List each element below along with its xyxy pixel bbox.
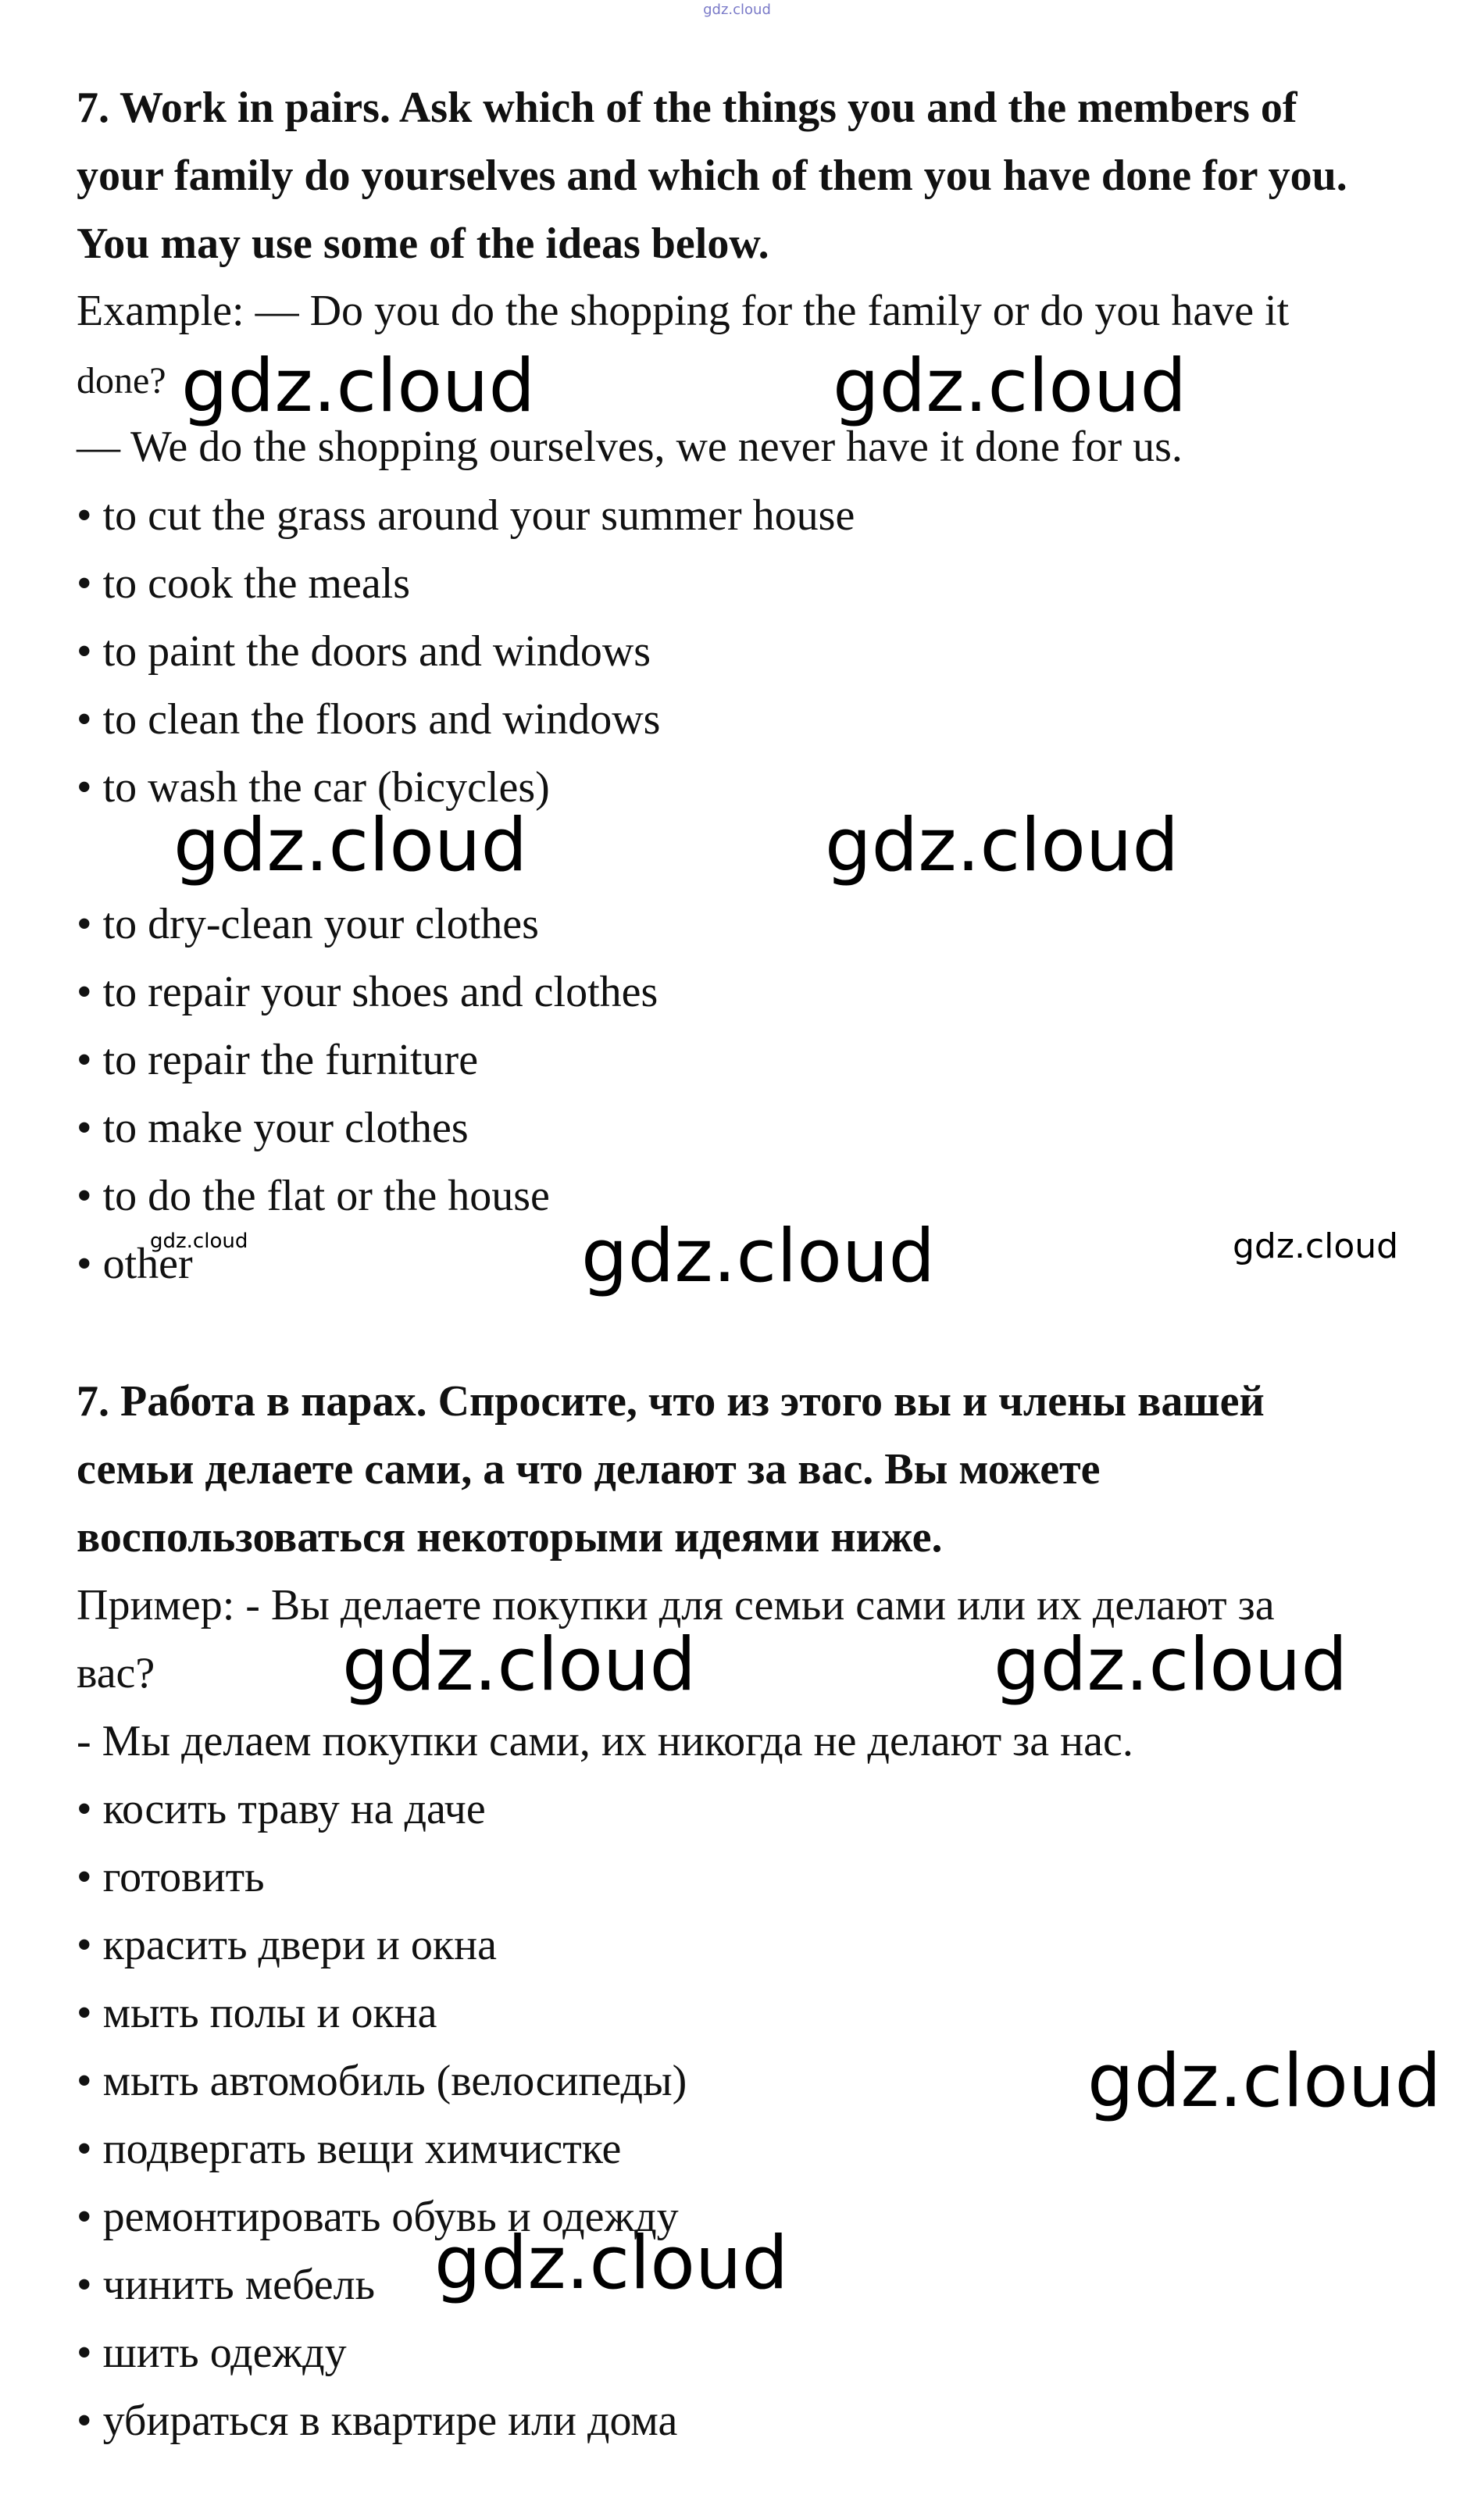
russian-item-10: • убираться в квартире или дома: [77, 2397, 678, 2445]
watermark: gdz.cloud: [342, 1622, 697, 1708]
watermark: gdz.cloud: [994, 1622, 1348, 1708]
english-item-7: • to repair your shoes and clothes: [77, 968, 658, 1016]
watermark: gdz.cloud: [181, 344, 536, 429]
english-heading-line-2: your family do yourselves and which of them you have done for you.: [77, 152, 1347, 200]
russian-item-2: • готовить: [77, 1853, 265, 1901]
english-item-6: • to dry-clean your clothes: [77, 900, 539, 948]
english-item-1: • to cut the grass around your summer house: [77, 491, 855, 540]
russian-item-4: • мыть полы и окна: [77, 1989, 437, 2037]
russian-example-line-1: Пример: - Вы делаете покупки для семьи сами или их делают за: [77, 1581, 1275, 1629]
english-answer-line: — We do the shopping ourselves, we never have it done for us.: [77, 423, 1183, 471]
english-item-4: • to clean the floors and windows: [77, 695, 661, 744]
russian-item-7: • ремонтировать обувь и одежду: [77, 2193, 679, 2241]
watermark: gdz.cloud: [833, 344, 1187, 429]
watermark: gdz.cloud: [150, 1230, 248, 1253]
top-watermark: gdz.cloud: [703, 2, 771, 18]
english-example-line-2: done?: [77, 360, 166, 402]
russian-heading-line-2: семьи делаете сами, а что делают за вас. Вы можете: [77, 1445, 1101, 1494]
watermark: gdz.cloud: [825, 803, 1180, 888]
russian-item-6: • подвергать вещи химчистке: [77, 2125, 622, 2173]
russian-item-1: • косить траву на даче: [77, 1785, 486, 1833]
russian-heading-line-3: воспользоваться некоторыми идеями ниже.: [77, 1513, 943, 1562]
russian-example-line-2: вас?: [77, 1649, 155, 1697]
russian-answer-line: - Мы делаем покупки сами, их никогда не делают за нас.: [77, 1717, 1133, 1765]
russian-heading-line-1: 7. Работа в парах. Спросите, что из этого вы и члены вашей: [77, 1377, 1265, 1426]
russian-item-9: • шить одежду: [77, 2329, 347, 2377]
russian-item-8: • чинить мебель: [77, 2261, 376, 2309]
watermark: gdz.cloud: [581, 1214, 936, 1299]
russian-item-5: • мыть автомобиль (велосипеды): [77, 2057, 687, 2105]
watermark: gdz.cloud: [173, 803, 528, 888]
english-heading-line-3: You may use some of the ideas below.: [77, 220, 769, 268]
english-item-10: • to do the flat or the house: [77, 1172, 550, 1220]
english-item-8: • to repair the furniture: [77, 1036, 479, 1084]
english-item-9: • to make your clothes: [77, 1104, 469, 1152]
english-example-line-1: Example: — Do you do the shopping for the family or do you have it: [77, 287, 1290, 335]
watermark: gdz.cloud: [1233, 1226, 1399, 1266]
english-item-3: • to paint the doors and windows: [77, 627, 651, 676]
watermark: gdz.cloud: [434, 2221, 789, 2306]
english-item-5: • to wash the car (bicycles): [77, 763, 550, 812]
english-item-11: • other: [77, 1240, 193, 1288]
english-heading-line-1: 7. Work in pairs. Ask which of the things you and the members of: [77, 84, 1297, 132]
english-item-2: • to cook the meals: [77, 559, 411, 608]
russian-item-3: • красить двери и окна: [77, 1921, 497, 1969]
watermark: gdz.cloud: [1087, 2039, 1442, 2124]
